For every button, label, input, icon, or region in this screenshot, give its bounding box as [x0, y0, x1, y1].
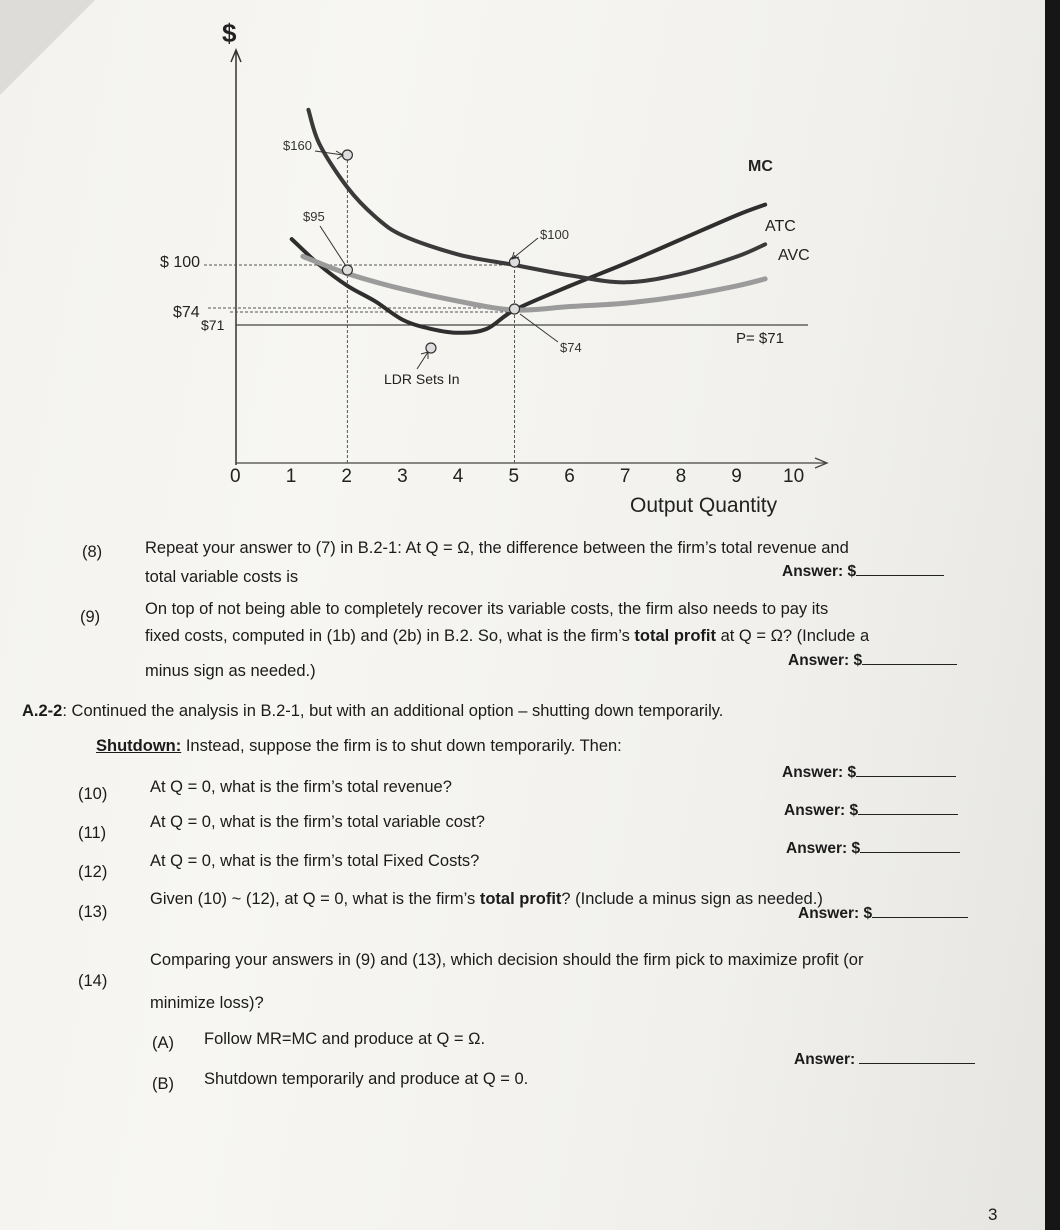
- section-a22: [22, 701, 723, 721]
- q8-answer[interactable]: [782, 561, 944, 582]
- q12-text: At Q = 0, what is the firm’s total Fixed Costs?: [150, 852, 480, 870]
- point-marker-3: [510, 304, 520, 314]
- q11-answer-label: Answer: $: [784, 802, 859, 819]
- x-tick-label-6: 6: [564, 466, 575, 487]
- q9-line1: On top of not being able to completely recover its variable costs, the firm also needs to pay its: [145, 600, 829, 618]
- q12-answer-blank[interactable]: [860, 838, 960, 853]
- label-atc: ATC: [765, 218, 796, 235]
- x-tick-label-2: 2: [341, 466, 352, 487]
- q9-answer[interactable]: [788, 650, 957, 671]
- page-number: 3: [988, 1205, 998, 1224]
- arrow-95: [320, 226, 346, 266]
- y-axis-symbol: $: [222, 18, 237, 48]
- q13-number: (13): [78, 903, 108, 921]
- q9-line2-c: at Q = Ω? (Include a: [716, 627, 870, 645]
- shutdown-text: Instead, suppose the firm is to shut down temporarily. Then:: [181, 737, 622, 755]
- q8-answer-blank[interactable]: [856, 561, 944, 576]
- arrow-74: [520, 314, 558, 342]
- q13-text: [150, 889, 823, 909]
- y-tick-71: $71: [201, 317, 225, 333]
- section-a22-label: A.2-2: [22, 702, 63, 720]
- shutdown-intro: [96, 736, 622, 756]
- x-tick-label-1: 1: [285, 466, 297, 487]
- point-marker-1: [342, 265, 352, 275]
- q8-answer-label: Answer: $: [782, 563, 857, 580]
- q14-option-a-label: (A): [152, 1034, 174, 1052]
- q9-line2-a: fixed costs, computed in (1b) and (2b) in B.2. So, what is the firm’s: [145, 627, 635, 645]
- cost-curves-chart: [0, 0, 1060, 530]
- q8-line2: total variable costs is: [145, 568, 299, 586]
- label-mc: MC: [748, 158, 773, 175]
- x-tick-label-4: 4: [452, 466, 464, 487]
- shutdown-label: Shutdown:: [96, 737, 182, 755]
- q14-answer[interactable]: [794, 1049, 975, 1070]
- q8-number: (8): [82, 543, 103, 561]
- x-tick-label-0: 0: [230, 466, 241, 487]
- annotation-100: $100: [540, 227, 569, 242]
- q12-answer[interactable]: [786, 838, 960, 859]
- q8-line1: Repeat your answer to (7) in B.2-1: At Q = Ω, the difference between the firm’s total revenue and: [145, 539, 849, 557]
- q9-answer-blank[interactable]: [862, 650, 957, 665]
- q14-number: (14): [78, 972, 108, 990]
- x-tick-label-7: 7: [619, 466, 631, 487]
- annotation-160: $160: [283, 138, 312, 153]
- q12-answer-label: Answer: $: [786, 840, 861, 857]
- q10-number: (10): [78, 785, 108, 803]
- q9-line3: minus sign as needed.): [145, 662, 316, 680]
- q14-line2: minimize loss)?: [150, 994, 264, 1012]
- q10-answer-blank[interactable]: [856, 762, 956, 777]
- q11-answer-blank[interactable]: [858, 800, 958, 815]
- q13-text-a: Given (10) ~ (12), at Q = 0, what is the firm’s: [150, 890, 480, 908]
- q13-answer-label: Answer: $: [798, 905, 873, 922]
- label-avc: AVC: [778, 247, 810, 264]
- q13-answer[interactable]: [798, 903, 968, 924]
- q14-answer-label: Answer:: [794, 1051, 856, 1068]
- y-tick-74: $74: [173, 304, 200, 321]
- q14-option-a-text[interactable]: Follow MR=MC and produce at Q = Ω.: [204, 1030, 486, 1048]
- x-tick-label-3: 3: [397, 466, 408, 487]
- q10-answer-label: Answer: $: [782, 764, 857, 781]
- q9-line2: [145, 626, 869, 646]
- x-tick-label-10: 10: [783, 466, 805, 487]
- section-a22-text: : Continued the analysis in B.2-1, but with an additional option – shutting down temporarily.: [62, 702, 724, 720]
- q13-text-c: ? (Include a minus sign as needed.): [561, 890, 823, 908]
- curve-atc: [308, 110, 765, 283]
- q14-option-b-text[interactable]: Shutdown temporarily and produce at Q = 0.: [204, 1070, 529, 1088]
- q14-line1: Comparing your answers in (9) and (13), which decision should the firm pick to maximize profit (or: [150, 951, 864, 969]
- y-tick-100: $ 100: [160, 254, 201, 271]
- q13-answer-blank[interactable]: [872, 903, 968, 918]
- arrow-100: [512, 238, 538, 259]
- annotation-74: $74: [560, 340, 582, 355]
- q10-answer[interactable]: [782, 762, 956, 783]
- q9-number: (9): [80, 608, 101, 626]
- q14-option-b-label: (B): [152, 1075, 174, 1093]
- x-axis-label: Output Quantity: [630, 494, 778, 517]
- x-tick-label-5: 5: [508, 466, 520, 487]
- q9-line2-bold: total profit: [634, 627, 716, 645]
- q14-answer-blank[interactable]: [859, 1049, 975, 1064]
- point-marker-4: [426, 343, 436, 353]
- q13-text-bold: total profit: [479, 890, 562, 908]
- q10-text: At Q = 0, what is the firm’s total revenue?: [150, 778, 452, 796]
- q11-answer[interactable]: [784, 800, 958, 821]
- annotation-ldr: LDR Sets In: [384, 371, 460, 387]
- annotation-95: $95: [303, 209, 325, 224]
- x-tick-label-9: 9: [731, 466, 742, 487]
- arrow-ldr: [417, 352, 428, 369]
- q11-text: At Q = 0, what is the firm’s total variable cost?: [150, 813, 485, 831]
- price-line-label: P= $71: [736, 330, 784, 347]
- q12-number: (12): [78, 863, 108, 881]
- q11-number: (11): [78, 824, 107, 842]
- q9-answer-label: Answer: $: [788, 652, 863, 669]
- x-tick-label-8: 8: [675, 466, 687, 487]
